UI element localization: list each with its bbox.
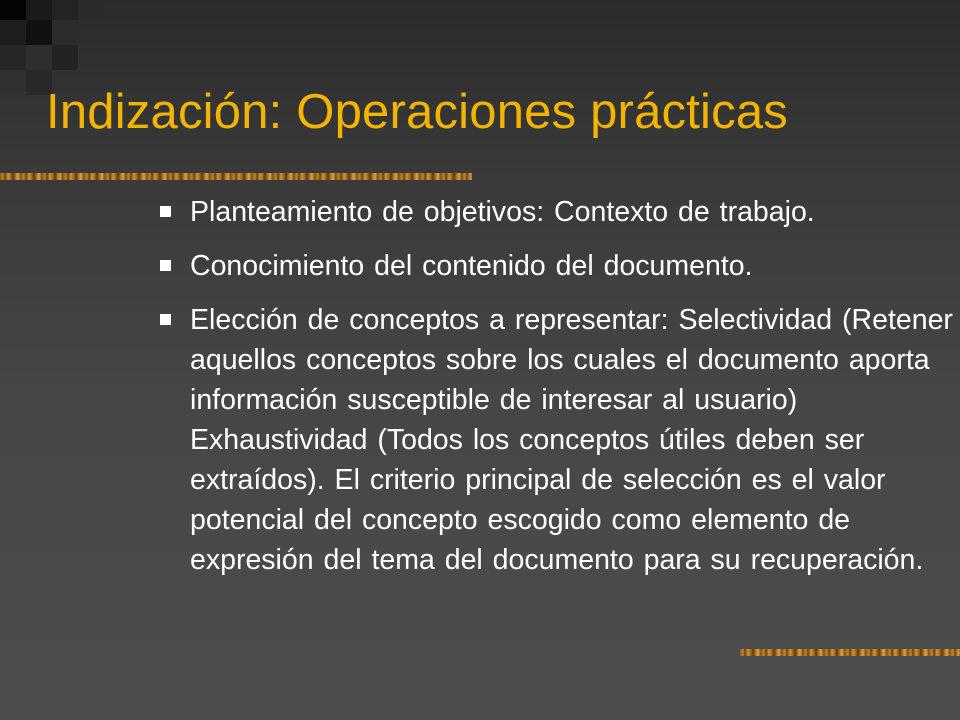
slide-title: Indización: Operaciones prácticas bbox=[46, 85, 788, 139]
bullet-text: Elección de conceptos a representar: Selectividad (Retener aquellos conceptos sobre los cuales el documento aporta información susceptible de interesar al usuario) Exhaustividad (Todos los conceptos útiles deben ser extraídos). El criterio principal de selección es el valor potencial del concepto escogido como elemento de expresión del tema del documento para su recuperación. bbox=[190, 304, 953, 576]
bullet-item bbox=[160, 192, 960, 232]
bullet-text: Planteamiento de objetivos: Contexto de trabajo. bbox=[190, 196, 815, 228]
bottom-divider bbox=[740, 649, 960, 656]
bullet-text: Conocimiento del contenido del documento. bbox=[190, 250, 753, 282]
bullet-item bbox=[160, 246, 960, 286]
corner-mosaic bbox=[0, 0, 130, 95]
title-divider bbox=[0, 173, 472, 180]
square-bullet-icon bbox=[160, 260, 171, 271]
bullet-list bbox=[160, 192, 960, 594]
square-bullet-icon bbox=[160, 206, 171, 217]
bullet-item bbox=[160, 300, 960, 580]
square-bullet-icon bbox=[160, 314, 171, 325]
